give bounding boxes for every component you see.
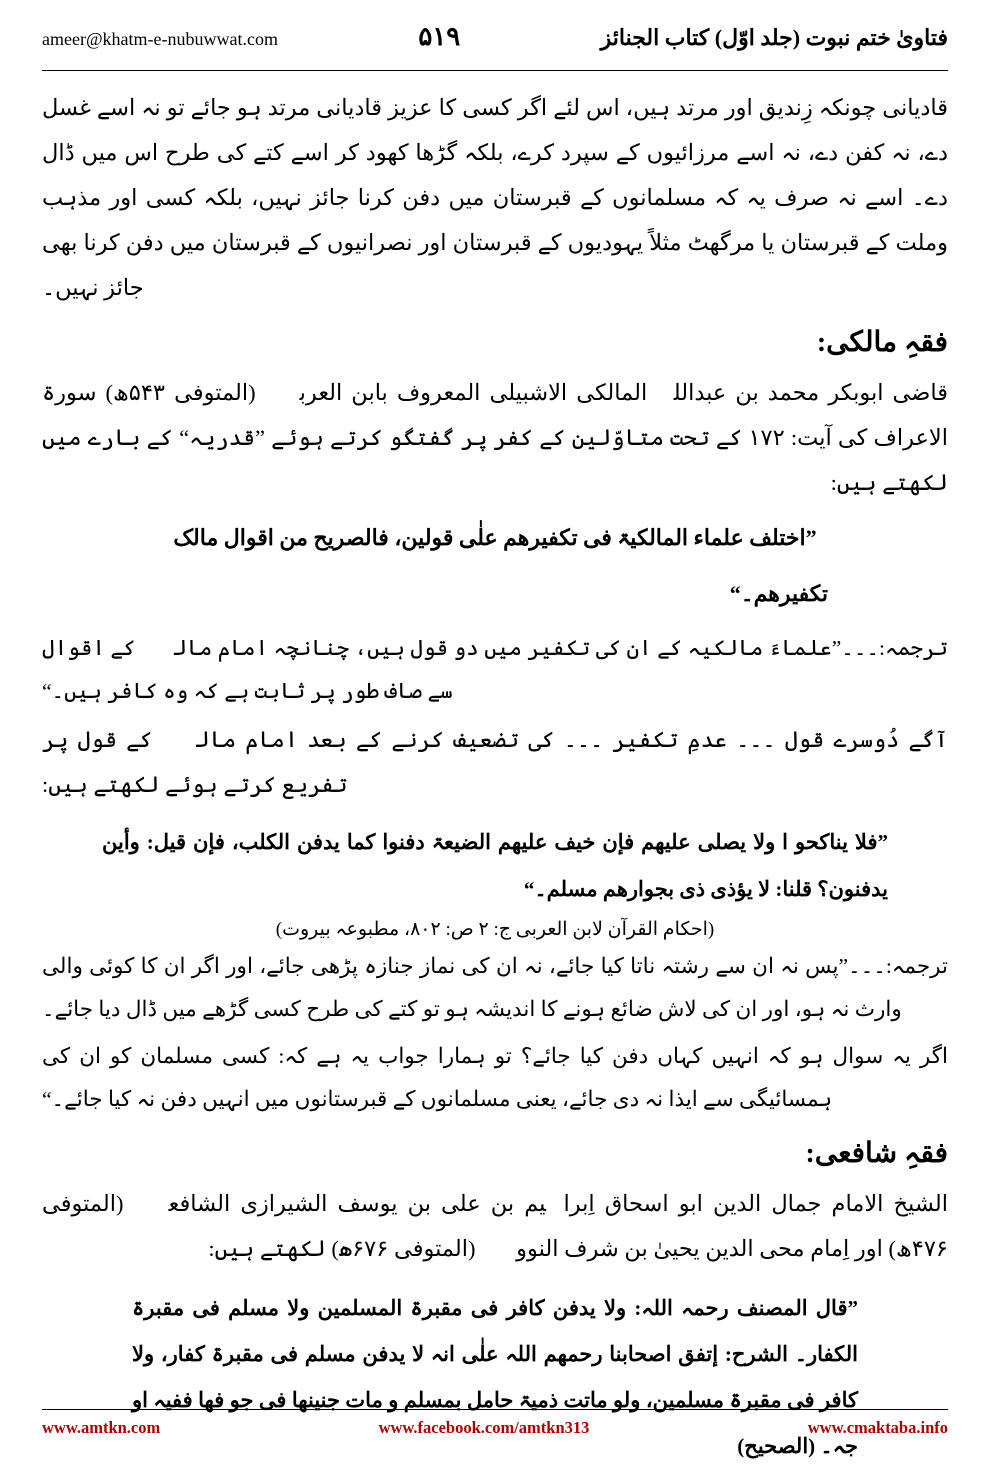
heading-fiqh-maliki: فقہِ مالکی: bbox=[816, 327, 948, 358]
translation-1: ترجمہ:۔۔۔”علماءَ مالکیہ کے ان کی تکفیر میں دو قول ہیں، چنانچہ امام مالکؒ کے اقوال سے صاف طور پر ثابت ہے کہ وہ کافر ہیں۔“ bbox=[42, 636, 948, 704]
arabic-quote-1: ”اختلف علماء المالکیۃ فی تکفیرھم علٰی قولین، فالصریح من اقوال مالک bbox=[173, 525, 817, 550]
header-email: ameer@khatm-e-nubuwwat.com bbox=[42, 29, 278, 49]
page-content bbox=[42, 85, 948, 1470]
arabic-quote-2: ”فلا یناکحو ا ولا یصلی علیھم فإن خیف علیھم الضیعۃ دفنوا کما یدفن الکلب، فإن قیل: وأین یدفنون؟ قلنا: لا یؤذی ذی بجوارھم مسلم۔“ bbox=[102, 830, 888, 901]
page-header bbox=[42, 0, 948, 62]
page-number: ۵۱۹ bbox=[418, 22, 461, 51]
paragraph-qadiani-burial: قادیانی چونکہ زِندیق اور مرتد ہیں، اس لئے اگر کسی کا عزیز قادیانی مرتد ہو جائے تو نہ اسے غسل دے، نہ کفن دے، نہ اسے مرزائیوں کے سپرد کرے، بلکہ گڑھا کھود کر اسے کتے کی طرح اس میں ڈال دے۔ اسے نہ صرف یہ کہ مسلمانوں کے قبرستان میں دفن کرنا جائز نہیں، بلکہ کسی اور مذہب وملت کے قبرستان یا مرگھٹ مثلاً یہودیوں کے قبرستان اور نصرانیوں کے قبرستان میں دفن کرنا بھی جائز نہیں۔ bbox=[42, 95, 948, 300]
reference-ahkam-ul-quran: (احکام القرآن لابن العربی ج: ۲ ص: ۸۰۲، مطبوعہ بیروت) bbox=[275, 918, 715, 940]
header-book-title: فتاویٰ ختم نبوت (جلد اوّل) کتاب الجنائز bbox=[600, 25, 948, 50]
paragraph-shirazi-nawawi-intro: الشیخ الامام جمال الدین ابو اسحاق اِبراہیم بن علی بن یوسف الشیرازی الشافعیؒ (المتوفی ۴۷۶ھ) اور اِمام محی الدین یحییٰ بن شرف النوویؒ (المتوفی ۶۷۶ھ) لکھتے ہیں: bbox=[42, 1190, 948, 1261]
translation-2b: اگر یہ سوال ہو کہ انہیں کہاں دفن کیا جائے؟ تو ہمارا جواب یہ ہے کہ: کسی مسلمان کو ان کی ہمسائیگی سے ایذا نہ دی جائے، یعنی مسلمانوں کے قبرستانوں میں انہیں دفن نہ کیا جائے۔“ bbox=[42, 1043, 948, 1111]
arabic-quote-1b: تکفیرھم۔“ bbox=[729, 581, 828, 607]
footer-divider bbox=[42, 1409, 948, 1410]
footer-link-cmaktaba[interactable]: www.cmaktaba.info bbox=[807, 1418, 948, 1437]
heading-fiqh-shafi: فقہِ شافعی: bbox=[805, 1137, 948, 1169]
arabic-quote-3: ”قال المصنف رحمہ اللہ: ولا یدفن کافر فی مقبرۃ المسلمین ولا مسلم فی مقبرۃ الکفار۔ الشرح: إتفق اصحابنا رحمھم اللہ علٰی انہ لا یدفن مسلم فی مقبرۃ کفار، ولا کافر فی مقبرۃ مسلمین، ولو ماتت ذمیۃ حامل بمسلم و مات جنینھا فی جو فھا ففیہ او جہ۔ (الصحیح) bbox=[132, 1295, 858, 1459]
translation-2: ترجمہ:۔۔۔”پس نہ ان سے رشتہ ناتا کیا جائے، نہ ان کی نماز جنازہ پڑھی جائے، اور اگر ان کا کوئی والی وارث نہ ہو، اور ان کی لاش ضائع ہونے کا اندیشہ ہو تو کتے کی طرح کسی گڑھے میں ڈال دیا جائے۔ bbox=[42, 953, 948, 1021]
page-footer bbox=[42, 1401, 948, 1438]
paragraph-tafri: آگے دُوسرے قول ۔۔۔ عدمِ تکفیر ۔۔۔ کی تضعیف کرنے کے بعد امام مالکؒ کے قول پر تفریع کرتے ہوئے لکھتے ہیں: bbox=[42, 727, 948, 798]
header-divider bbox=[42, 70, 948, 71]
footer-link-facebook[interactable]: www.facebook.com/amtkn313 bbox=[378, 1418, 590, 1437]
paragraph-ibn-arabi-intro: قاضی ابوبکر محمد بن عبداللہ المالکی الاشبیلی المعروف بابن العربیؒ (المتوفی ۵۴۳ھ) سورۃ الاعراف کی آیت: ۱۷۲ کے تحت متاوّلین کے کفر پر گفتگو کرتے ہوئے ”قدریہ“ کے بارے میں لکھتے ہیں: bbox=[42, 380, 948, 495]
footer-link-amtkn[interactable]: www.amtkn.com bbox=[42, 1418, 161, 1437]
